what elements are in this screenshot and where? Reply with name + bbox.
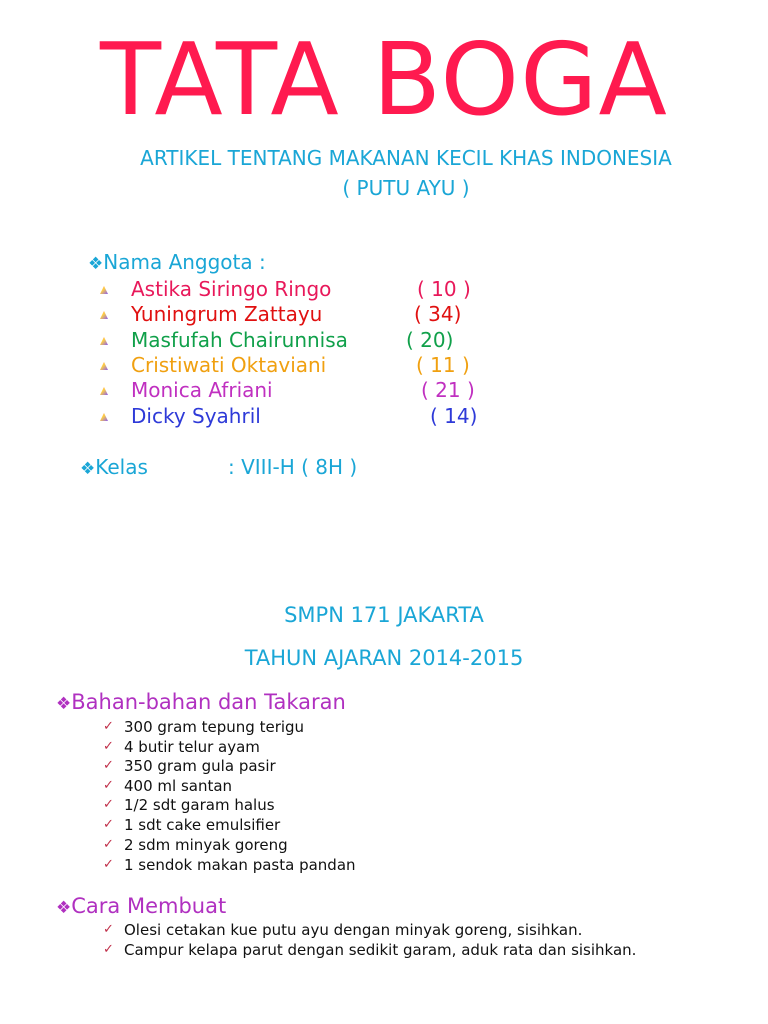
- member-name: Yuningrum Zattayu: [131, 302, 323, 326]
- subtitle-line-1: ARTIKEL TENTANG MAKANAN KECIL KHAS INDONESIA: [140, 146, 672, 170]
- ingredient-text: 1 sdt cake emulsifier: [124, 816, 281, 834]
- triangle-bullet-icon: [100, 413, 108, 421]
- member-name: Dicky Syahril: [131, 404, 261, 428]
- member-name: Cristiwati Oktaviani: [131, 353, 327, 377]
- triangle-bullet-icon: [100, 337, 108, 345]
- check-mark-icon: ✓: [103, 817, 114, 832]
- check-mark-icon: ✓: [103, 758, 114, 773]
- triangle-bullet-icon: [100, 286, 108, 294]
- class-label: Kelas: [95, 455, 148, 479]
- ingredient-text: 2 sdm minyak goreng: [124, 836, 288, 854]
- triangle-bullet-icon: [100, 387, 108, 395]
- method-heading-label: Cara Membuat: [71, 894, 227, 918]
- ingredients-heading-label: Bahan-bahan dan Takaran: [71, 690, 346, 714]
- method-heading: [56, 894, 226, 918]
- ingredient-text: 4 butir telur ayam: [124, 738, 260, 756]
- method-step-text: Campur kelapa parut dengan sedikit garam, aduk rata dan sisihkan.: [124, 941, 637, 959]
- ingredients-heading: [56, 690, 346, 714]
- class-value: : VIII-H ( 8H ): [228, 455, 358, 479]
- ingredient-text: 1/2 sdt garam halus: [124, 796, 275, 814]
- ingredient-text: 400 ml santan: [124, 777, 233, 795]
- member-number: ( 21 ): [421, 378, 475, 402]
- diamond-bullet-icon: ❖: [80, 459, 96, 479]
- member-number: ( 11 ): [416, 353, 470, 377]
- subtitle-line-2: ( PUTU AYU ): [342, 176, 470, 200]
- ingredient-text: 1 sendok makan pasta pandan: [124, 856, 356, 874]
- members-heading: [88, 250, 266, 274]
- diamond-bullet-icon: ❖: [56, 694, 72, 714]
- school-year: TAHUN AJARAN 2014-2015: [244, 646, 524, 670]
- check-mark-icon: ✓: [103, 942, 114, 957]
- check-mark-icon: ✓: [103, 837, 114, 852]
- member-name: Astika Siringo Ringo: [131, 277, 332, 301]
- diamond-bullet-icon: ❖: [88, 254, 104, 274]
- diamond-bullet-icon: ❖: [56, 898, 72, 918]
- member-number: ( 34): [414, 302, 462, 326]
- check-mark-icon: ✓: [103, 739, 114, 754]
- member-number: ( 14): [430, 404, 478, 428]
- members-heading-label: Nama Anggota :: [103, 250, 266, 274]
- member-name: Monica Afriani: [131, 378, 273, 402]
- check-mark-icon: ✓: [103, 719, 114, 734]
- triangle-bullet-icon: [100, 311, 108, 319]
- triangle-bullet-icon: [100, 362, 108, 370]
- class-row: [80, 455, 358, 479]
- check-mark-icon: ✓: [103, 922, 114, 937]
- member-number: ( 10 ): [417, 277, 471, 301]
- ingredient-text: 300 gram tepung terigu: [124, 718, 305, 736]
- page-title: TATA BOGA: [100, 21, 668, 138]
- school-name: SMPN 171 JAKARTA: [284, 603, 484, 627]
- method-step-text: Olesi cetakan kue putu ayu dengan minyak goreng, sisihkan.: [124, 921, 583, 939]
- member-name: Masfufah Chairunnisa: [131, 328, 348, 352]
- check-mark-icon: ✓: [103, 797, 114, 812]
- check-mark-icon: ✓: [103, 778, 114, 793]
- check-mark-icon: ✓: [103, 857, 114, 872]
- ingredient-text: 350 gram gula pasir: [124, 757, 276, 775]
- member-number: ( 20): [406, 328, 454, 352]
